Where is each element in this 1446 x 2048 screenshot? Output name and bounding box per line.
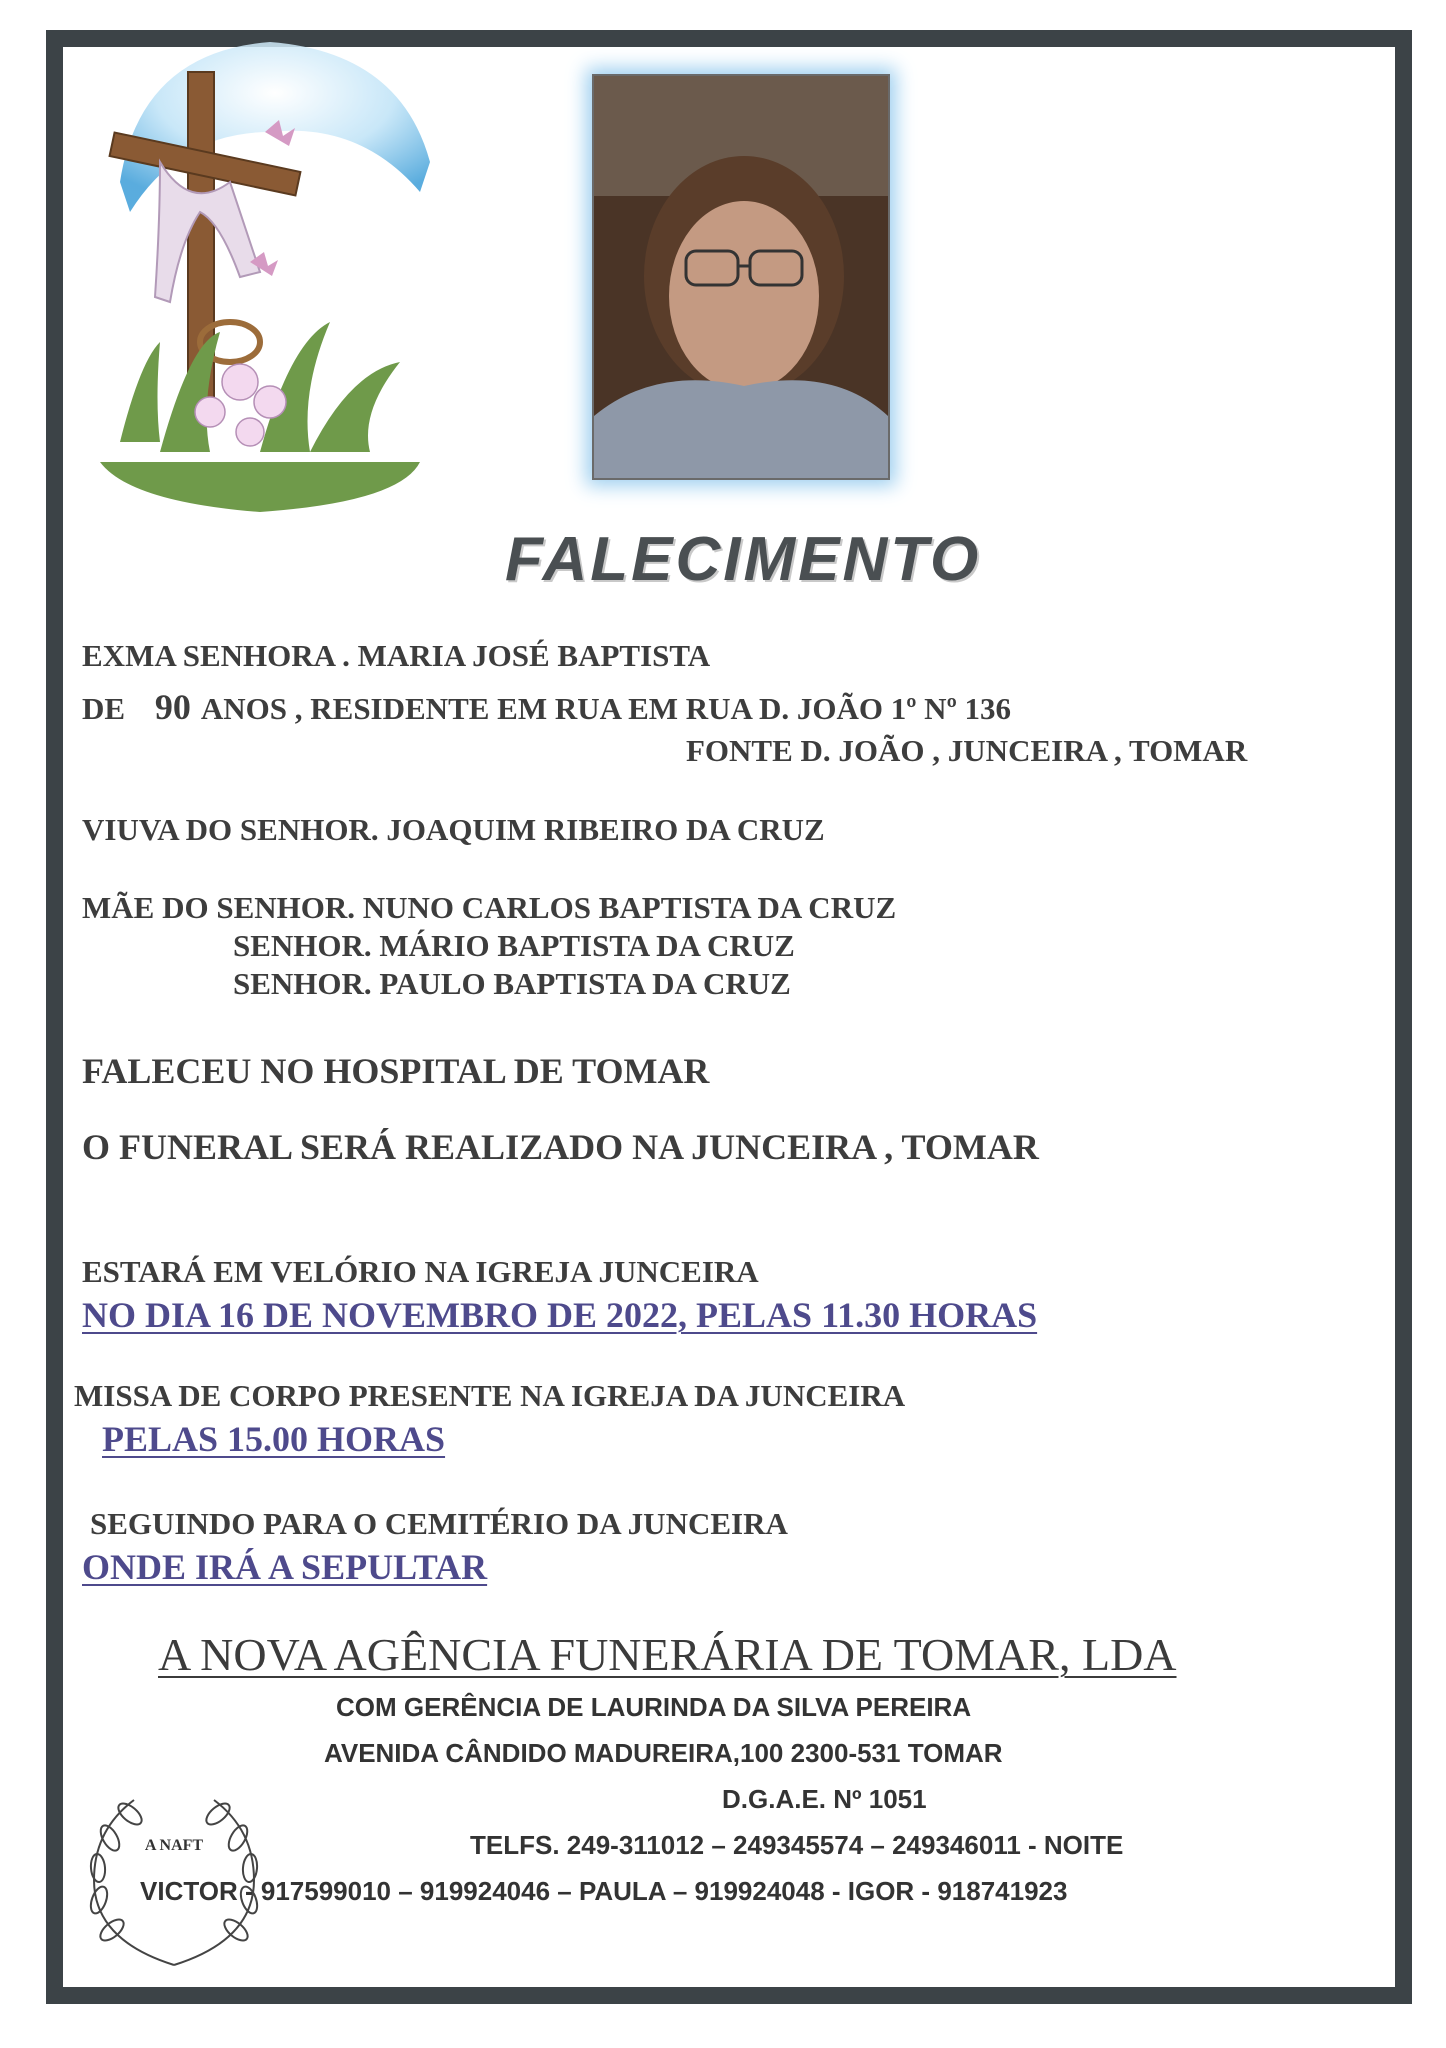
funeral-line: O FUNERAL SERÁ REALIZADO NA JUNCEIRA , TOMAR bbox=[82, 1127, 1039, 1167]
agency-laurel-logo bbox=[74, 1790, 274, 1980]
logo-text: A NAFT bbox=[144, 1837, 204, 1854]
agency-address-line: AVENIDA CÂNDIDO MADUREIRA,100 2300-531 TOMAR bbox=[324, 1738, 1003, 1768]
wake-date-line: NO DIA 16 DE NOVEMBRO DE 2022, PELAS 11.30 HORAS bbox=[82, 1295, 1038, 1335]
address-line-2: FONTE D. JOÃO , JUNCEIRA , TOMAR bbox=[686, 733, 1248, 768]
cemetery-line: SEGUINDO PARA O CEMITÉRIO DA JUNCEIRA bbox=[90, 1506, 788, 1541]
died-line: FALECEU NO HOSPITAL DE TOMAR bbox=[82, 1051, 710, 1091]
mother-line-2: SENHOR. MÁRIO BAPTISTA DA CRUZ bbox=[233, 928, 795, 963]
mass-time-line: PELAS 15.00 HORAS bbox=[102, 1419, 446, 1459]
mother-line-1: MÃE DO SENHOR. NUNO CARLOS BAPTISTA DA CRUZ bbox=[82, 890, 897, 925]
agency-phones-line: TELFS. 249-311012 – 249345574 – 249346011 - NOITE bbox=[470, 1830, 1124, 1860]
age-suffix: ANOS , RESIDENTE EM RUA EM RUA D. JOÃO 1º Nº 136 bbox=[200, 691, 1012, 726]
age-residence-line bbox=[82, 686, 1011, 728]
age-value: 90 bbox=[154, 687, 191, 727]
agency-license-line: D.G.A.E. Nº 1051 bbox=[722, 1784, 927, 1814]
page-title: FALECIMENTO bbox=[505, 525, 982, 594]
widow-line: VIUVA DO SENHOR. JOAQUIM RIBEIRO DA CRUZ bbox=[82, 812, 825, 847]
agency-contacts-line: VICTOR - 917599010 – 919924046 – PAULA – 919924048 - IGOR - 918741923 bbox=[140, 1876, 1068, 1906]
mother-line-3: SENHOR. PAULO BAPTISTA DA CRUZ bbox=[233, 966, 791, 1001]
age-prefix: DE bbox=[82, 691, 126, 726]
wake-line: ESTARÁ EM VELÓRIO NA IGREJA JUNCEIRA bbox=[82, 1254, 759, 1289]
agency-name: A NOVA AGÊNCIA FUNERÁRIA DE TOMAR, LDA bbox=[158, 1629, 1177, 1680]
portrait-photo bbox=[592, 74, 890, 480]
cross-illustration bbox=[100, 42, 440, 522]
mass-line: MISSA DE CORPO PRESENTE NA IGREJA DA JUNCEIRA bbox=[74, 1378, 906, 1413]
burial-line: ONDE IRÁ A SEPULTAR bbox=[82, 1547, 488, 1587]
portrait-image bbox=[594, 76, 888, 478]
agency-manager-line: COM GERÊNCIA DE LAURINDA DA SILVA PEREIRA bbox=[336, 1692, 972, 1722]
deceased-name-line: EXMA SENHORA . MARIA JOSÉ BAPTISTA bbox=[82, 638, 711, 673]
